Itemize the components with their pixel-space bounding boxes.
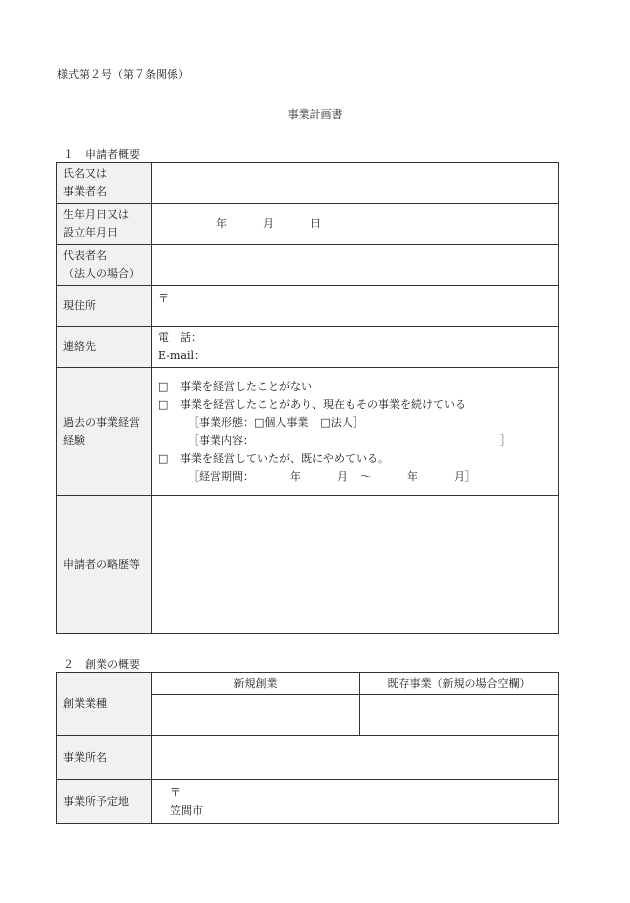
address-field[interactable] [152, 286, 559, 327]
experience-label: 過去の事業経営 経験 [57, 368, 152, 496]
name-row [57, 163, 559, 204]
year-label: 年 [216, 217, 227, 230]
office-name-label: 事業所名 [57, 736, 152, 780]
phone-label: 電 話： [158, 331, 202, 344]
business-content-line[interactable]: ［事業内容： ］ [188, 433, 511, 447]
history-label: 申請者の略歴等 [57, 496, 152, 634]
corporation-option[interactable]: □法人］ [320, 415, 364, 429]
experience-field [152, 368, 559, 496]
new-business-header: 新規創業 [152, 673, 360, 695]
name-label: 氏名又は 事業者名 [57, 163, 152, 204]
history-field[interactable] [152, 496, 559, 634]
applicant-overview-table [56, 162, 559, 634]
representative-row [57, 245, 559, 286]
period-line[interactable]: ［経営期間： 年 月 ～ 年 月］ [188, 469, 476, 483]
existing-business-header: 既存事業（新規の場合空欄） [360, 673, 559, 695]
email-label: E-mail： [158, 349, 205, 362]
section2-heading: ２ 創業の概要 [63, 658, 140, 671]
industry-header-row [57, 673, 559, 695]
office-name-row [57, 736, 559, 780]
option-current[interactable]: □ 事業を経営したことがあり、現在もその事業を続けている [158, 396, 552, 414]
new-business-field[interactable] [152, 695, 360, 736]
document-title: 事業計画書 [287, 108, 343, 121]
office-site-row [57, 780, 559, 824]
contact-row [57, 327, 559, 368]
industry-label: 創業業種 [57, 673, 152, 736]
experience-row [57, 368, 559, 496]
individual-option[interactable]: □個人事業 [254, 415, 309, 429]
name-field[interactable] [152, 163, 559, 204]
contact-field[interactable] [152, 327, 559, 368]
birth-field[interactable] [152, 204, 559, 245]
form-number: 様式第２号（第７条関係） [57, 68, 189, 81]
representative-label: 代表者名 （法人の場合） [57, 245, 152, 286]
checkbox-current[interactable]: □ [158, 397, 169, 411]
office-name-field[interactable] [152, 736, 559, 780]
day-label: 日 [310, 217, 321, 230]
representative-field[interactable] [152, 245, 559, 286]
history-row [57, 496, 559, 634]
option-past[interactable]: □ 事業を経営していたが、既にやめている。 [158, 450, 552, 468]
checkbox-past[interactable]: □ [158, 451, 169, 465]
office-site-label: 事業所予定地 [57, 780, 152, 824]
office-postal-mark: 〒 [170, 785, 181, 799]
birth-row [57, 204, 559, 245]
postal-mark: 〒 [158, 292, 169, 305]
office-site-field[interactable] [152, 780, 559, 824]
office-city: 笠間市 [170, 803, 203, 817]
option-never[interactable]: □ 事業を経営したことがない [158, 378, 552, 396]
business-form-line: ［事業形態：□個人事業 □法人］ [188, 415, 364, 429]
existing-business-field[interactable] [360, 695, 559, 736]
address-label: 現住所 [57, 286, 152, 327]
business-overview-table [56, 672, 559, 824]
birth-label: 生年月日又は 設立年月日 [57, 204, 152, 245]
section1-heading: １ 申請者概要 [63, 148, 140, 161]
month-label: 月 [263, 217, 274, 230]
checkbox-never[interactable]: □ [158, 379, 169, 393]
contact-label: 連絡先 [57, 327, 152, 368]
address-row [57, 286, 559, 327]
